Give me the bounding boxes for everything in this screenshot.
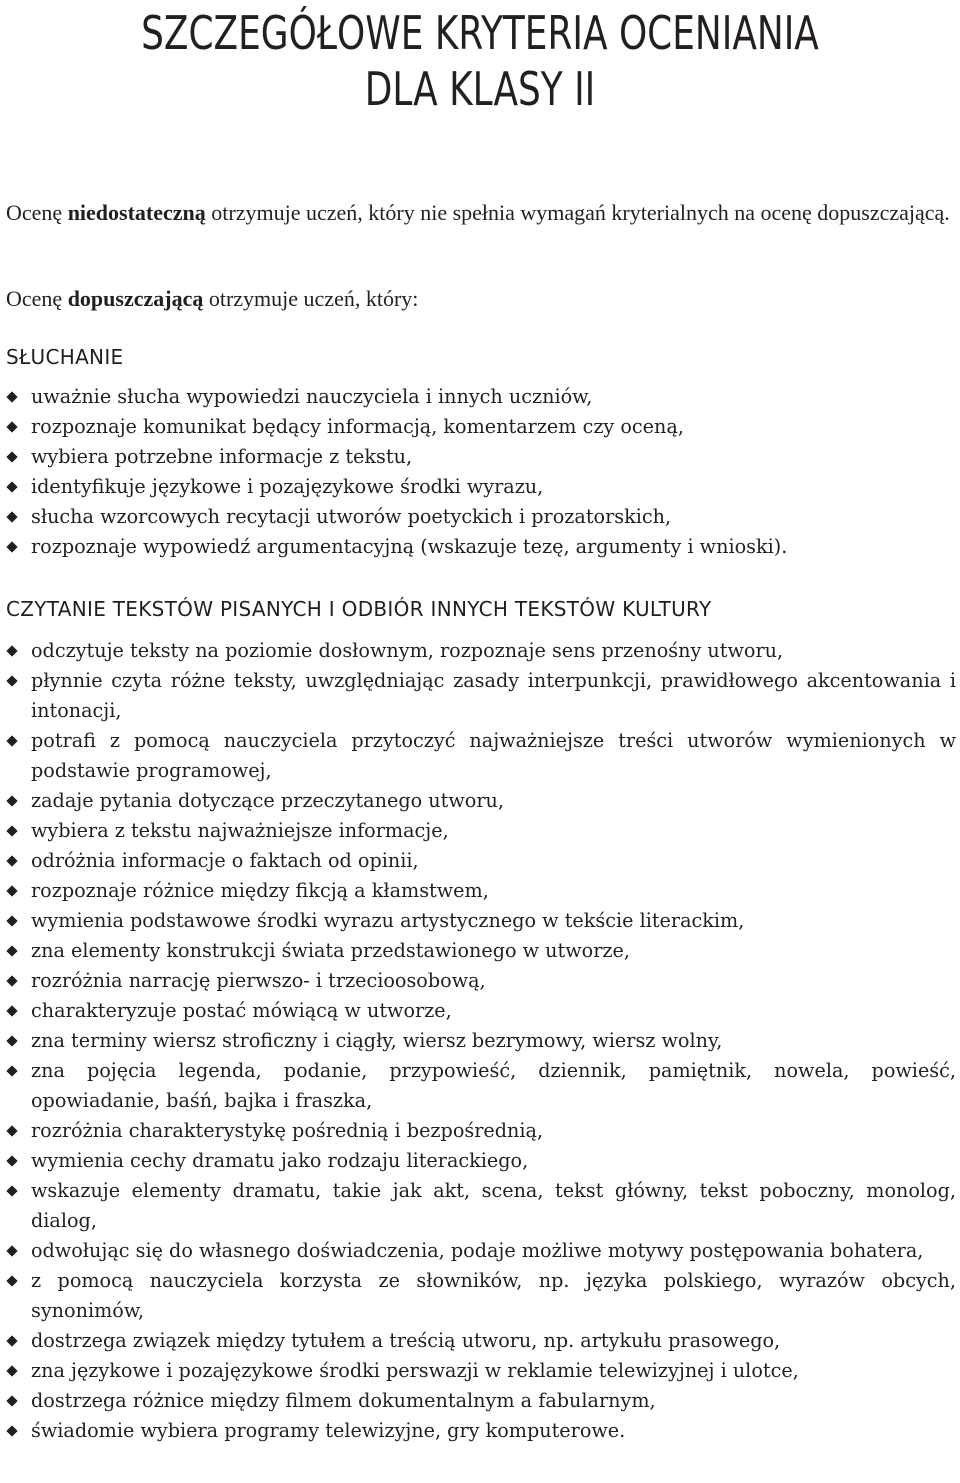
list-item [0, 1416, 956, 1446]
section-heading-listening: SŁUCHANIE [6, 345, 124, 369]
diamond-bullet-icon [6, 1245, 17, 1256]
list-item [0, 1266, 956, 1326]
diamond-bullet-icon [6, 795, 17, 806]
list-item [0, 1236, 956, 1266]
list-item [0, 906, 956, 936]
list-item-text: zadaje pytania dotyczące przeczytanego utworu, [31, 789, 504, 812]
list-item-text: odróżnia informacje o faktach od opinii, [31, 849, 419, 872]
diamond-bullet-icon [6, 885, 17, 896]
list-item [0, 1176, 956, 1236]
list-item-text: zna elementy konstrukcji świata przedstawionego w utworze, [31, 939, 630, 962]
page-title-line1: SZCZEGÓŁOWE KRYTERIA OCENIANIA [141, 6, 819, 60]
intro1-prefix: Ocenę [6, 200, 68, 225]
list-item-text: odwołując się do własnego doświadczenia, podaje możliwe motywy postępowania bohatera, [31, 1239, 924, 1262]
list-item [0, 442, 956, 472]
list-item-text: świadomie wybiera programy telewizyjne, gry komputerowe. [31, 1419, 626, 1442]
list-item [0, 726, 956, 786]
diamond-bullet-icon [6, 481, 17, 492]
list-item [0, 532, 956, 562]
diamond-bullet-icon [6, 1335, 17, 1346]
list-item [0, 1326, 956, 1356]
diamond-bullet-icon [6, 391, 17, 402]
list-item [0, 1026, 956, 1056]
diamond-bullet-icon [6, 1365, 17, 1376]
list-item-text: odczytuje teksty na poziomie dosłownym, rozpoznaje sens przenośny utworu, [31, 639, 784, 662]
intro2-bold-grade: dopuszczającą [67, 286, 204, 311]
section-heading-reading: CZYTANIE TEKSTÓW PISANYCH I ODBIÓR INNYCH TEKSTÓW KULTURY [6, 597, 712, 621]
list-item-text: identyfikuje językowe i pozajęzykowe środki wyrazu, [31, 475, 544, 498]
list-item [0, 816, 956, 846]
list-item [0, 1386, 956, 1416]
list-item [0, 936, 956, 966]
list-item-text: wybiera potrzebne informacje z tekstu, [31, 445, 413, 468]
diamond-bullet-icon [6, 1275, 17, 1286]
list-item-text: dostrzega związek między tytułem a treścią utworu, np. artykułu prasowego, [31, 1329, 781, 1352]
diamond-bullet-icon [6, 541, 17, 552]
list-item-text: zna terminy wiersz stroficzny i ciągły, wiersz bezrymowy, wiersz wolny, [31, 1029, 723, 1052]
list-item-text: rozpoznaje wypowiedź argumentacyjną (wskazuje tezę, argumenty i wnioski). [31, 535, 788, 558]
list-item [0, 1356, 956, 1386]
list-item-text: zna językowe i pozajęzykowe środki perswazji w reklamie telewizyjnej i ulotce, [31, 1359, 799, 1382]
list-item [0, 472, 956, 502]
intro2-suffix: otrzymuje uczeń, który: [203, 286, 419, 311]
diamond-bullet-icon [6, 1155, 17, 1166]
intro-paragraph-sufficient [6, 284, 956, 314]
intro1-suffix: otrzymuje uczeń, który nie spełnia wymagań kryterialnych na ocenę dopuszczającą. [205, 200, 950, 225]
list-item [0, 636, 956, 666]
list-item [0, 966, 956, 996]
diamond-bullet-icon [6, 1005, 17, 1016]
list-item-text: wymienia cechy dramatu jako rodzaju literackiego, [31, 1149, 529, 1172]
list-item-text: charakteryzuje postać mówiącą w utworze, [31, 999, 452, 1022]
diamond-bullet-icon [6, 735, 17, 746]
list-item [0, 666, 956, 726]
list-item [0, 1056, 956, 1116]
list-item [0, 786, 956, 816]
list-item-text: płynnie czyta różne teksty, uwzględniając zasady interpunkcji, prawidłowego akcentowania i intonacji, [31, 669, 956, 722]
diamond-bullet-icon [6, 1185, 17, 1196]
list-item [0, 502, 956, 532]
diamond-bullet-icon [6, 945, 17, 956]
listening-criteria-list [0, 382, 956, 562]
list-item-text: wybiera z tekstu najważniejsze informacje, [31, 819, 449, 842]
list-item-text: rozpoznaje różnice między fikcją a kłamstwem, [31, 879, 489, 902]
list-item-text: dostrzega różnice między filmem dokumentalnym a fabularnym, [31, 1389, 656, 1412]
diamond-bullet-icon [6, 1395, 17, 1406]
diamond-bullet-icon [6, 1425, 17, 1436]
list-item-text: potrafi z pomocą nauczyciela przytoczyć najważniejsze treści utworów wymienionych w podstawie programowej, [31, 729, 956, 782]
list-item-text: rozpoznaje komunikat będący informacją, komentarzem czy oceną, [31, 415, 684, 438]
diamond-bullet-icon [6, 825, 17, 836]
list-item-text: zna pojęcia legenda, podanie, przypowieść, dziennik, pamiętnik, nowela, powieść, opowiadanie, baśń, bajka i fraszka, [31, 1059, 956, 1112]
list-item-text: uważnie słucha wypowiedzi nauczyciela i innych uczniów, [31, 385, 593, 408]
diamond-bullet-icon [6, 451, 17, 462]
diamond-bullet-icon [6, 1065, 17, 1076]
intro2-prefix: Ocenę [6, 286, 68, 311]
diamond-bullet-icon [6, 421, 17, 432]
intro-paragraph-insufficient [6, 198, 956, 228]
list-item [0, 876, 956, 906]
list-item-text: wskazuje elementy dramatu, takie jak akt, scena, tekst główny, tekst poboczny, monolog, dialog, [31, 1179, 956, 1232]
list-item-text: wymienia podstawowe środki wyrazu artystycznego w tekście literackim, [31, 909, 745, 932]
list-item [0, 1116, 956, 1146]
diamond-bullet-icon [6, 645, 17, 656]
diamond-bullet-icon [6, 1035, 17, 1046]
diamond-bullet-icon [6, 511, 17, 522]
page-title-line2: DLA KLASY II [364, 62, 596, 116]
diamond-bullet-icon [6, 1125, 17, 1136]
reading-criteria-list [0, 636, 956, 1446]
list-item [0, 846, 956, 876]
list-item [0, 996, 956, 1026]
diamond-bullet-icon [6, 975, 17, 986]
list-item-text: z pomocą nauczyciela korzysta ze słowników, np. języka polskiego, wyrazów obcych, synonimów, [31, 1269, 956, 1322]
list-item [0, 412, 956, 442]
diamond-bullet-icon [6, 915, 17, 926]
list-item [0, 1146, 956, 1176]
list-item-text: słucha wzorcowych recytacji utworów poetyckich i prozatorskich, [31, 505, 672, 528]
list-item-text: rozróżnia narrację pierwszo- i trzecioosobową, [31, 969, 486, 992]
diamond-bullet-icon [6, 675, 17, 686]
list-item-text: rozróżnia charakterystykę pośrednią i bezpośrednią, [31, 1119, 544, 1142]
diamond-bullet-icon [6, 855, 17, 866]
list-item [0, 382, 956, 412]
intro1-bold-grade: niedostateczną [67, 200, 206, 225]
